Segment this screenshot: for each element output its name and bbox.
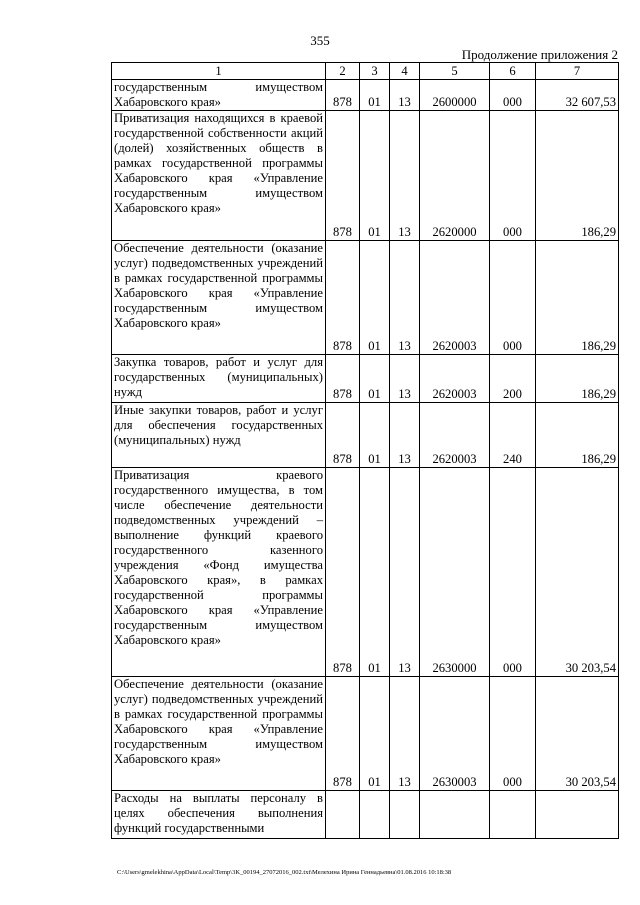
table-row [112, 111, 619, 241]
target-code: 2600000 [420, 80, 490, 111]
expense-type-code: 000 [490, 111, 536, 241]
expense-type-code: 240 [490, 403, 536, 468]
subsection-code: 13 [390, 403, 420, 468]
expense-type-code: 000 [490, 80, 536, 111]
amount [536, 791, 619, 839]
section-code: 01 [360, 355, 390, 403]
section-code [360, 791, 390, 839]
admin-code [326, 791, 360, 839]
column-header: 6 [490, 63, 536, 80]
section-code: 01 [360, 241, 390, 355]
target-code: 2630000 [420, 468, 490, 677]
column-header: 2 [326, 63, 360, 80]
admin-code: 878 [326, 111, 360, 241]
admin-code: 878 [326, 403, 360, 468]
amount: 186,29 [536, 355, 619, 403]
continuation-caption: Продолжение приложения 2 [461, 47, 618, 62]
column-header: 5 [420, 63, 490, 80]
amount: 186,29 [536, 111, 619, 241]
expense-type-code: 000 [490, 468, 536, 677]
page-number: 355 [310, 33, 330, 48]
table-row [112, 241, 619, 355]
amount: 186,29 [536, 241, 619, 355]
target-code: 2620003 [420, 355, 490, 403]
target-code: 2620003 [420, 241, 490, 355]
admin-code: 878 [326, 80, 360, 111]
admin-code: 878 [326, 241, 360, 355]
admin-code: 878 [326, 468, 360, 677]
amount: 32 607,53 [536, 80, 619, 111]
amount: 30 203,54 [536, 677, 619, 791]
table-row [112, 403, 619, 468]
table-row [112, 355, 619, 403]
expense-type-code: 200 [490, 355, 536, 403]
column-number-row [112, 63, 619, 80]
admin-code: 878 [326, 355, 360, 403]
admin-code: 878 [326, 677, 360, 791]
file-path-footer: C:\Users\gmelekhina\AppData\Local\Temp\3K_00194_27072016_002.txt\Мелехина Ирина Геннадьевна\01.08.2016 10:18:38 [117, 869, 452, 876]
subsection-code: 13 [390, 241, 420, 355]
budget-table [111, 62, 619, 839]
column-header: 4 [390, 63, 420, 80]
expense-type-code: 000 [490, 677, 536, 791]
subsection-code: 13 [390, 80, 420, 111]
target-code: 2620003 [420, 403, 490, 468]
table-row [112, 791, 619, 839]
subsection-code: 13 [390, 355, 420, 403]
section-code: 01 [360, 468, 390, 677]
row-description: Закупка товаров, работ и услуг для государственных (муниципальных) нужд [112, 355, 326, 403]
target-code: 2620000 [420, 111, 490, 241]
row-description: Обеспечение деятельности (оказание услуг) подведомственных учреждений в рамках государственной программы Хабаровского края «Управление государственным имуществом Хабаровского края» [112, 677, 326, 791]
expense-type-code: 000 [490, 241, 536, 355]
table-row [112, 677, 619, 791]
row-description: Иные закупки товаров, работ и услуг для обеспечения государственных (муниципальных) нужд [112, 403, 326, 468]
section-code: 01 [360, 677, 390, 791]
row-description: Приватизация краевого государственного имущества, в том числе обеспечение деятельности подведомственных учреждений – выполнение функций краевого государственного казенного учреждения «Фонд имущества Хабаровского края», в рамках государственной программы Хабаровского края «Управление государственным имуществом Хабаровского края» [112, 468, 326, 677]
column-header: 3 [360, 63, 390, 80]
amount: 186,29 [536, 403, 619, 468]
row-description: Расходы на выплаты персоналу в целях обеспечения выполнения функций государственными [112, 791, 326, 839]
subsection-code: 13 [390, 111, 420, 241]
column-header: 7 [536, 63, 619, 80]
section-code: 01 [360, 403, 390, 468]
row-description: государственным имуществом Хабаровского края» [112, 80, 326, 111]
subsection-code [390, 791, 420, 839]
subsection-code: 13 [390, 468, 420, 677]
amount: 30 203,54 [536, 468, 619, 677]
target-code [420, 791, 490, 839]
section-code: 01 [360, 111, 390, 241]
row-description: Приватизация находящихся в краевой государственной собственности акций (долей) хозяйственных обществ в рамках государственной программы Хабаровского края «Управление государственным имуществом Хабаровского края» [112, 111, 326, 241]
subsection-code: 13 [390, 677, 420, 791]
table-row [112, 468, 619, 677]
expense-type-code [490, 791, 536, 839]
column-header: 1 [112, 63, 326, 80]
target-code: 2630003 [420, 677, 490, 791]
table-row [112, 80, 619, 111]
section-code: 01 [360, 80, 390, 111]
row-description: Обеспечение деятельности (оказание услуг) подведомственных учреждений в рамках государственной программы Хабаровского края «Управление государственным имуществом Хабаровского края» [112, 241, 326, 355]
